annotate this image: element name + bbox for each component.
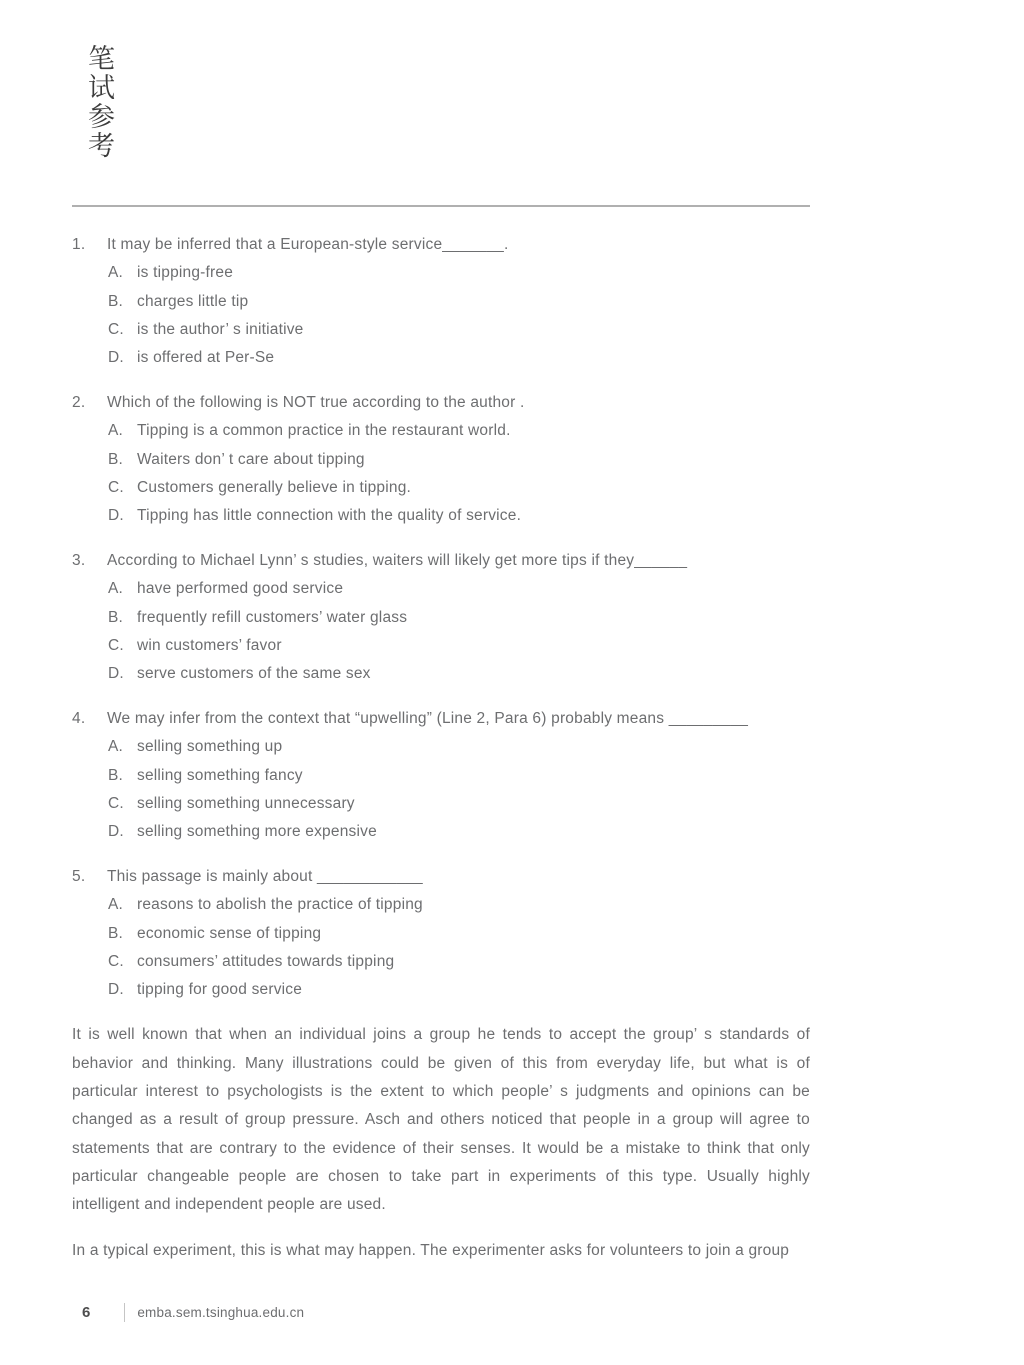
option-letter: B. [108, 924, 124, 942]
option-b [72, 288, 810, 316]
option-text: Tipping has little connection with the quality of service. [137, 507, 522, 525]
question-number: 1. [72, 236, 86, 253]
option-b [72, 604, 810, 632]
option-letter: D. [108, 665, 124, 683]
option-text: tipping for good service [137, 981, 303, 999]
question-stem: It may be inferred that a European-style service_______. [107, 236, 509, 253]
option-b [72, 920, 810, 948]
option-letter: C. [108, 952, 124, 970]
question-1 [72, 231, 810, 372]
option-text: consumers’ attitudes towards tipping [137, 952, 395, 970]
option-letter: D. [108, 981, 124, 999]
option-c [72, 474, 810, 502]
question-stem: Which of the following is NOT true according to the author . [107, 393, 525, 411]
page-footer [82, 1303, 304, 1322]
option-text: selling something more expensive [137, 823, 377, 841]
question-stem-row [72, 547, 810, 575]
question-number: 5. [72, 867, 86, 885]
question-5 [72, 863, 810, 1004]
option-a [72, 891, 810, 919]
question-stem-row [72, 863, 810, 891]
option-letter: A. [108, 738, 124, 756]
option-letter: C. [108, 636, 124, 654]
header-divider [72, 205, 810, 207]
question-stem-row [72, 705, 810, 733]
option-a [72, 417, 810, 445]
option-text: economic sense of tipping [137, 924, 322, 942]
option-text: selling something unnecessary [137, 794, 355, 812]
option-a [72, 575, 810, 603]
option-text: win customers’ favor [137, 636, 282, 654]
question-stem-row [72, 231, 810, 259]
option-letter: A. [108, 264, 124, 282]
option-b [72, 762, 810, 790]
passage-paragraph-1: It is well known that when an individual joins a group he tends to accept the group’ s standards of behavior and thinking. Many illustrations could be given of this from everyday life, but what is of particular interest to psychologists is the extent to which people’ s judgments and opinions can be changed as a result of group pressure. Asch and others noticed that people in a group will agree to statements that are contrary to the evidence of their senses. It would be a mistake to think that only particular changeable people are chosen to take part in experiments of this type. Usually highly intelligent and independent people are used. [72, 1026, 810, 1214]
option-text: selling something fancy [137, 766, 303, 784]
question-number: 3. [72, 551, 86, 569]
option-a [72, 733, 810, 761]
option-text: have performed good service [137, 580, 344, 598]
option-text: charges little tip [137, 292, 249, 310]
option-c [72, 948, 810, 976]
question-number: 4. [72, 709, 86, 727]
option-text: frequently refill customers’ water glass [137, 608, 408, 626]
option-b [72, 446, 810, 474]
option-c [72, 632, 810, 660]
option-letter: A. [108, 422, 124, 440]
option-c [72, 790, 810, 818]
option-d [72, 502, 810, 530]
option-letter: C. [108, 478, 124, 496]
option-a [72, 259, 810, 287]
question-stem-row [72, 389, 810, 417]
question-stem: We may infer from the context that “upwelling” (Line 2, Para 6) probably means _________ [107, 709, 749, 727]
page-number: 6 [82, 1304, 91, 1321]
footer-site-url: emba.sem.tsinghua.edu.cn [137, 1305, 305, 1320]
option-d [72, 344, 810, 372]
footer-divider [124, 1303, 125, 1322]
option-letter: C. [108, 794, 124, 812]
option-text: Customers generally believe in tipping. [137, 478, 412, 496]
passage-paragraph-2: In a typical experiment, this is what may happen. The experimenter asks for volunteers to join a group [72, 1241, 790, 1259]
option-d [72, 660, 810, 688]
option-text: selling something up [137, 738, 283, 756]
question-2 [72, 389, 810, 530]
option-text: serve customers of the same sex [137, 665, 371, 683]
question-stem: According to Michael Lynn’ s studies, waiters will likely get more tips if they______ [107, 551, 688, 569]
option-letter: A. [108, 580, 124, 598]
option-d [72, 818, 810, 846]
option-text: reasons to abolish the practice of tipping [137, 896, 423, 914]
option-letter: B. [108, 292, 124, 310]
option-letter: D. [108, 507, 124, 525]
question-number: 2. [72, 393, 86, 411]
option-text: Waiters don’ t care about tipping [137, 450, 365, 468]
question-4 [72, 705, 810, 846]
option-text: is tipping-free [137, 264, 234, 282]
question-3 [72, 547, 810, 688]
option-text: is offered at Per-Se [137, 349, 275, 367]
option-text: is the author’ s initiative [137, 320, 304, 338]
option-c [72, 316, 810, 344]
vertical-chinese-title: 笔试参考 [83, 44, 114, 160]
option-letter: A. [108, 896, 124, 914]
option-letter: B. [108, 608, 124, 626]
option-letter: C. [108, 320, 124, 338]
option-letter: B. [108, 766, 124, 784]
option-d [72, 976, 810, 1004]
question-section [72, 231, 810, 1265]
option-letter: D. [108, 349, 124, 367]
option-letter: D. [108, 823, 124, 841]
option-letter: B. [108, 450, 124, 468]
option-text: Tipping is a common practice in the restaurant world. [137, 422, 511, 440]
question-stem: This passage is mainly about ____________ [107, 867, 423, 885]
